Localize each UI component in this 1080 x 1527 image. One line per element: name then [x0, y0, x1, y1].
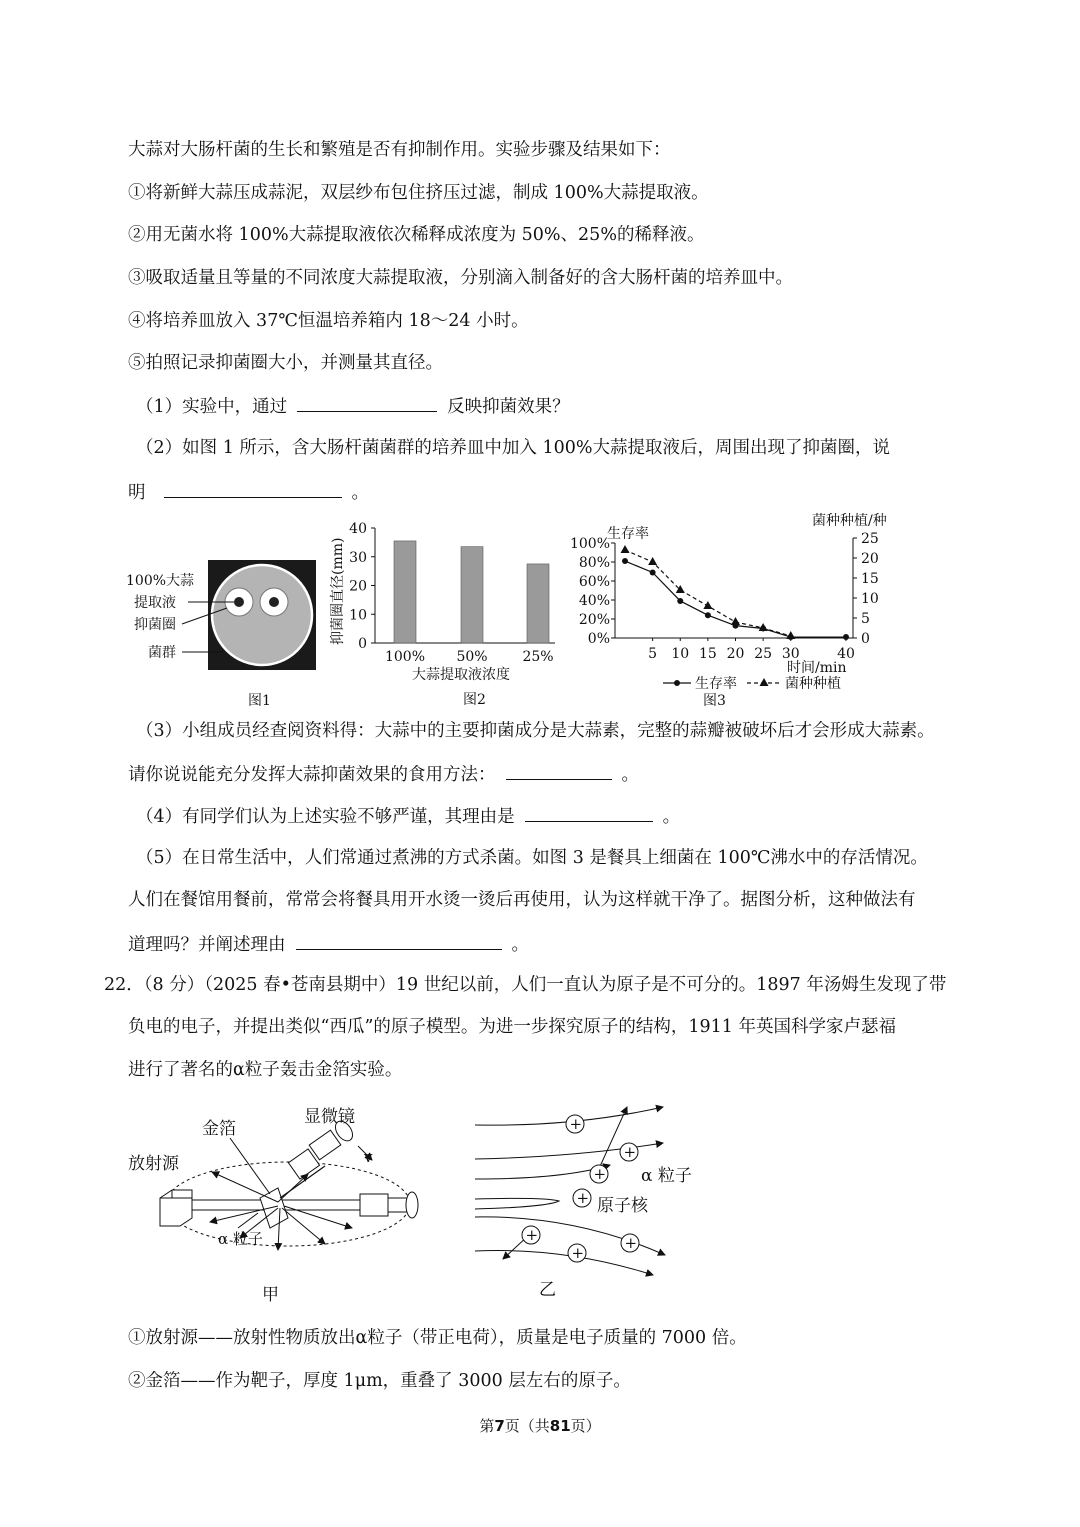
svg-text:+: +: [593, 1165, 607, 1183]
radioactive-source-box: [160, 1190, 192, 1226]
question-5-line3: 道理吗？并阐述理由 。: [128, 931, 529, 957]
eyepiece-right: [406, 1192, 418, 1218]
question-5-line2: 人们在餐馆用餐前，常常会将餐具用开水烫一烫后再使用，认为这样就干净了。据图分析，这种做法有: [128, 890, 916, 910]
figure-2: [325, 515, 575, 715]
fig3-yleft-label: 生存率: [607, 526, 649, 542]
fig2-ytick-label: 20: [349, 578, 367, 595]
alpha-path-5: [475, 1251, 653, 1276]
fig3-species-point: [648, 557, 657, 565]
figure-yi: [465, 1095, 725, 1305]
fig1-label-zone: 抑菌圈: [134, 617, 176, 633]
question-22-line3: 进行了著名的α粒子轰击金箔实验。: [128, 1060, 403, 1080]
step-1: ①将新鲜大蒜压成蒜泥，双层纱布包住挤压过滤，制成 100%大蒜提取液。: [128, 183, 709, 203]
question-3-line1: （3）小组成员经查阅资料得：大蒜中的主要抑菌成分是大蒜素，完整的蒜瓣被破坏后才会形成大蒜素。: [136, 721, 935, 741]
figure-jia: [120, 1098, 450, 1308]
question-4: （4）有同学们认为上述实验不够严谨，其理由是 。: [136, 803, 680, 829]
fig2-bar: [394, 541, 416, 643]
fig3-survival-point: [622, 558, 628, 564]
fig2-xtick-label: 25%: [522, 649, 554, 665]
fig3-yright-tick: 15: [861, 571, 879, 587]
step-3: ③吸取适量且等量的不同浓度大蒜提取液，分别滴入制备好的含大肠杆菌的培养皿中。: [128, 268, 793, 288]
answer-blank-1[interactable]: [297, 393, 437, 412]
fig3-yleft-tick: 20%: [578, 612, 610, 628]
fig1-label-extract-b: 提取液: [134, 595, 176, 611]
page-total: 81: [549, 1417, 571, 1435]
fig2-xtick-label: 100%: [384, 649, 426, 665]
fig3-species-point: [621, 545, 630, 553]
label-gold-foil: 金箔: [202, 1119, 236, 1139]
caption-yi: 乙: [539, 1280, 556, 1300]
question-2-line1: （2）如图 1 所示，含大肠杆菌菌群的培养皿中加入 100%大蒜提取液后，周围出现了抑菌圈，说: [136, 438, 890, 458]
fig1-caption: 图1: [248, 693, 271, 709]
fig3-xtick-label: 40: [837, 646, 855, 662]
figure-3: [565, 505, 895, 715]
label-source: 放射源: [128, 1154, 179, 1174]
alpha-path-reflect: [475, 1198, 559, 1209]
answer-blank-3[interactable]: [506, 761, 612, 780]
fig2-caption: 图2: [463, 692, 486, 708]
extract-spot-right: [269, 597, 279, 607]
note-2: ②金箔——作为靶子，厚度 1μm，重叠了 3000 层左右的原子。: [128, 1371, 631, 1391]
fig3-survival-point: [650, 569, 656, 575]
label-nucleus: 原子核: [597, 1196, 648, 1216]
fig3-caption: 图3: [703, 693, 726, 709]
fig3-yright-tick: 20: [861, 551, 879, 567]
fig2-bar: [461, 547, 483, 643]
fig2-xlabel: 大蒜提取液浓度: [412, 667, 510, 683]
nucleus-markers: [522, 1115, 639, 1262]
svg-text:+: +: [569, 1115, 583, 1133]
question-22-line2: 负电的电子，并提出类似“西瓜”的原子模型。为进一步探究原子的结构，1911 年英国科学家卢瑟福: [128, 1017, 896, 1037]
svg-text:+: +: [576, 1189, 590, 1207]
legend-triangle-species: [760, 678, 769, 686]
svg-text:+: +: [624, 1234, 638, 1252]
page-number: 7: [494, 1417, 505, 1435]
answer-blank-2[interactable]: [164, 479, 342, 498]
label-velocity: v: [364, 1148, 373, 1166]
fig1-label-colony: 菌群: [148, 645, 176, 661]
fig3-xtick-label: 15: [698, 646, 717, 662]
petri-dish: [212, 565, 312, 665]
fig3-survival-point: [705, 612, 711, 618]
fig3-xtick-label: 10: [671, 646, 690, 662]
note-1: ①放射源——放射性物质放出α粒子（带正电荷），质量是电子质量的 7000 倍。: [128, 1328, 747, 1348]
label-microscope: 显微镜: [304, 1107, 355, 1127]
question-2-line2: 明 。: [128, 479, 369, 505]
fig3-species-point: [759, 623, 768, 631]
legend-dot-survival: [674, 680, 680, 686]
fig3-species-point: [703, 601, 712, 609]
fig3-survival-point: [677, 598, 683, 604]
fig2-ylabel: 抑菌圈直径(mm): [330, 537, 346, 645]
figure-1: [120, 520, 320, 710]
svg-text:+: +: [623, 1143, 637, 1161]
fig3-yleft-tick: 0%: [587, 631, 610, 647]
fig3-yright-tick: 5: [861, 611, 870, 627]
step-2: ②用无菌水将 100%大蒜提取液依次稀释成浓度为 50%、25%的稀释液。: [128, 225, 705, 245]
fig3-yright-label: 菌种种植/种: [812, 513, 887, 529]
fig3-xtick-label: 30: [781, 646, 800, 662]
question-5-line1: （5）在日常生活中，人们常通过煮沸的方式杀菌。如图 3 是餐具上细菌在 100℃沸水中的存活情况。: [136, 848, 928, 868]
page-footer: 第7页（共81页）: [479, 1417, 601, 1435]
fig3-xtick-label: 5: [648, 646, 658, 662]
answer-blank-4[interactable]: [525, 803, 653, 822]
svg-text:+: +: [525, 1226, 539, 1244]
extract-spot-left: [234, 597, 244, 607]
fig3-yright-tick: 0: [861, 631, 870, 647]
legend-label-survival: 生存率: [695, 676, 737, 692]
fig3-survival-point: [843, 634, 849, 640]
fig2-ytick-label: 0: [358, 636, 367, 652]
question-3-line2: 请你说说能充分发挥大蒜抑菌效果的食用方法： 。: [128, 761, 639, 787]
step-5: ⑤拍照记录抑菌圈大小，并测量其直径。: [128, 353, 443, 373]
step-4: ④将培养皿放入 37℃恒温培养箱内 18～24 小时。: [128, 311, 529, 331]
legend-label-species: 菌种种植: [785, 676, 841, 692]
fig3-xtick-label: 25: [754, 646, 773, 662]
fig2-ytick-label: 40: [349, 521, 367, 537]
fig2-xtick-label: 50%: [456, 649, 488, 665]
intro-text: 大蒜对大肠杆菌的生长和繁殖是否有抑制作用。实验步骤及结果如下：: [128, 140, 671, 160]
fig2-bar: [527, 564, 549, 643]
gold-foil: [260, 1188, 288, 1228]
fig3-xlabel: 时间/min: [787, 660, 847, 676]
fig3-species-point: [731, 617, 740, 625]
fig3-species-point: [786, 631, 795, 639]
fig3-yleft-tick: 100%: [569, 536, 610, 552]
svg-text:+: +: [571, 1244, 585, 1262]
question-22-line1: 22．（8 分）（2025 春•苍南县期中）19 世纪以前，人们一直认为原子是不可分的。1897 年汤姆生发现了带: [104, 975, 947, 995]
fig1-label-extract-a: 100%大蒜: [126, 573, 195, 589]
fig3-yleft-tick: 60%: [578, 574, 610, 590]
answer-blank-5[interactable]: [296, 931, 502, 950]
fig2-ytick-label: 10: [349, 607, 367, 624]
question-1: （1）实验中，通过 反映抑菌效果？: [136, 393, 570, 419]
fig3-yleft-tick: 80%: [578, 555, 610, 571]
fig3-yright-tick: 25: [861, 531, 879, 547]
label-alpha-jia: α 粒子: [218, 1230, 263, 1248]
fig2-ytick-label: 30: [349, 549, 367, 566]
caption-jia: 甲: [262, 1285, 279, 1305]
label-alpha-yi: α 粒子: [641, 1166, 692, 1186]
fig3-yleft-tick: 40%: [578, 593, 610, 609]
fig3-yright-tick: 10: [861, 591, 879, 607]
fig3-xtick-label: 20: [726, 646, 745, 662]
screen-holder-right: [360, 1194, 388, 1216]
